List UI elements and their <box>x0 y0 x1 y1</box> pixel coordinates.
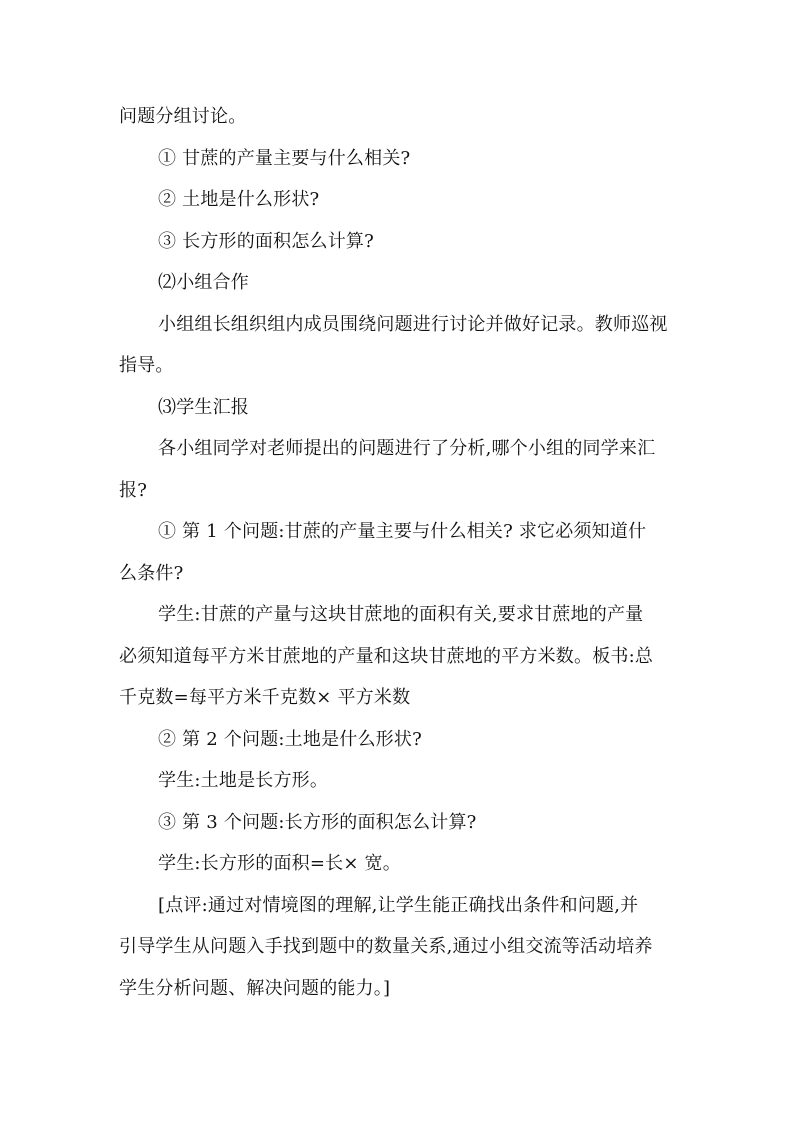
comment-line: 学生分析问题、解决问题的能力。] <box>119 978 391 999</box>
text-line: 么条件? <box>119 563 184 584</box>
answer-item-1: ① 第 1 个问题:甘蔗的产量主要与什么相关? 求它必须知道什 <box>158 521 647 542</box>
text-line: 报? <box>119 480 148 501</box>
text-line: 学生:土地是长方形。 <box>158 770 329 791</box>
question-item-2: ② 土地是什么形状? <box>158 189 320 210</box>
comment-line: 引导学生从问题入手找到题中的数量关系,通过小组交流等活动培养 <box>119 936 653 957</box>
text-line: 问题分组讨论。 <box>119 106 247 127</box>
text-line: 指导。 <box>119 355 174 376</box>
section-heading-student-report: ⑶学生汇报 <box>158 397 249 418</box>
text-line: 小组组长组织组内成员围绕问题进行讨论并做好记录。教师巡视 <box>158 314 668 335</box>
text-line: 各小组同学对老师提出的问题进行了分析,哪个小组的同学来汇 <box>158 438 656 459</box>
text-line: 学生:甘蔗的产量与这块甘蔗地的面积有关,要求甘蔗地的产量 <box>158 604 644 625</box>
answer-item-3: ③ 第 3 个问题:长方形的面积怎么计算? <box>158 812 477 833</box>
question-item-1: ① 甘蔗的产量主要与什么相关? <box>158 148 411 169</box>
text-line: 必须知道每平方米甘蔗地的产量和这块甘蔗地的平方米数。板书:总 <box>119 646 654 667</box>
comment-line: [点评:通过对情境图的理解,让学生能正确找出条件和问题,并 <box>158 895 639 916</box>
answer-item-2: ② 第 2 个问题:土地是什么形状? <box>158 729 422 750</box>
formula-line: 千克数=每平方米千克数× 平方米数 <box>119 687 411 708</box>
section-heading-group-work: ⑵小组合作 <box>158 272 249 293</box>
question-item-3: ③ 长方形的面积怎么计算? <box>158 231 374 252</box>
text-line: 学生:长方形的面积=长× 宽。 <box>158 853 401 874</box>
